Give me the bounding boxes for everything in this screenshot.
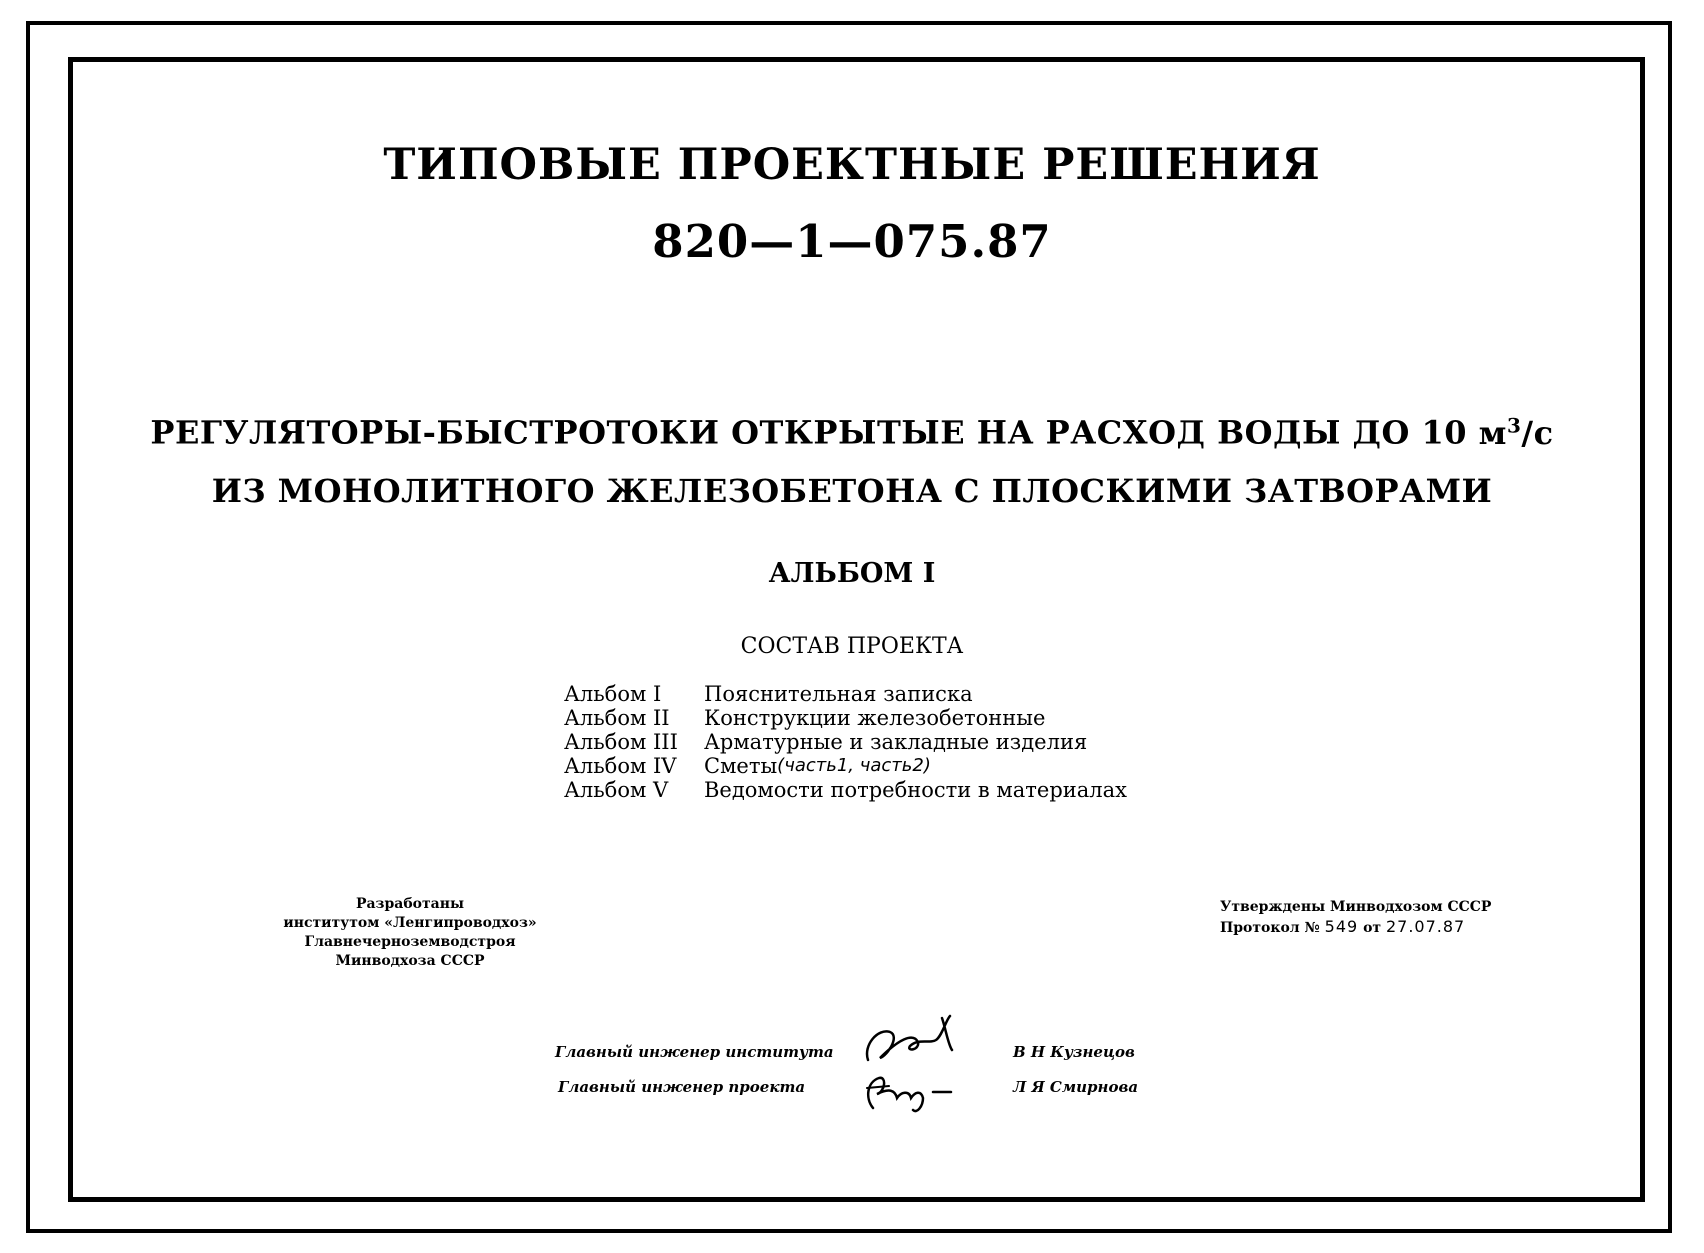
protocol-line (1220, 917, 1491, 938)
project-code: 820—1—075.87 (652, 215, 1052, 268)
album-name: Альбом IV (564, 754, 677, 778)
album-list (564, 682, 1127, 802)
flow-unit (1479, 414, 1554, 452)
subject-line-1 (0, 413, 1704, 452)
album-description: Сметы (704, 754, 778, 778)
signatory-role: Главный инженер института (555, 1043, 834, 1061)
signature-2-icon (855, 1068, 965, 1118)
album-name: Альбом I (564, 682, 662, 706)
developer-line: Минводхоза СССР (335, 953, 485, 969)
protocol-date: 27.07.87 (1385, 917, 1466, 936)
approval-block (1220, 898, 1491, 938)
album-description: Арматурные и закладные изделия (704, 730, 1088, 754)
album-description: Конструкции железобетонные (704, 706, 1046, 730)
document-title: ТИПОВЫЕ ПРОЕКТНЫЕ РЕШЕНИЯ (383, 140, 1321, 190)
developer-line: институтом «Ленгипроводхоз» (283, 915, 537, 931)
album-row (564, 778, 1127, 802)
album-name: Альбом II (564, 706, 670, 730)
album-label: АЛЬБОМ I (768, 558, 936, 589)
date-prefix: от (1358, 920, 1386, 936)
composition-title: СОСТАВ ПРОЕКТА (740, 634, 964, 659)
album-note: (часть1, часть2) (777, 755, 931, 776)
flow-unit-base: м (1478, 413, 1507, 452)
developer-line: Главнечерноземводстроя (304, 934, 516, 950)
album-name: Альбом V (564, 778, 669, 802)
protocol-prefix: Протокол № (1220, 920, 1325, 936)
signature-1-icon (858, 1010, 968, 1070)
album-row (564, 730, 1127, 754)
album-description: Пояснительная записка (704, 682, 973, 706)
signatory-role: Главный инженер проекта (558, 1078, 806, 1096)
protocol-number: 549 (1324, 917, 1359, 936)
subject-line-1-text: РЕГУЛЯТОРЫ-БЫСТРОТОКИ ОТКРЫТЫЕ НА РАСХОД ВОДЫ ДО 10 (150, 413, 1468, 452)
developer-line: Разработаны (355, 896, 465, 912)
album-row (564, 682, 1127, 706)
developer-block (210, 895, 610, 971)
approval-line: Утверждены Минводхозом СССР (1220, 899, 1492, 915)
flow-unit-tail: /с (1521, 413, 1554, 452)
album-row (564, 706, 1127, 730)
signatory-name: В Н Кузнецов (1013, 1043, 1135, 1061)
album-name: Альбом III (564, 730, 678, 754)
subject-line-2: ИЗ МОНОЛИТНОГО ЖЕЛЕЗОБЕТОНА С ПЛОСКИМИ ЗАТВОРАМИ (211, 472, 1493, 510)
album-description: Ведомости потребности в материалах (704, 778, 1127, 802)
album-row (564, 754, 1127, 778)
flow-unit-exponent: 3 (1506, 413, 1522, 437)
signatory-name: Л Я Смирнова (1013, 1078, 1139, 1096)
